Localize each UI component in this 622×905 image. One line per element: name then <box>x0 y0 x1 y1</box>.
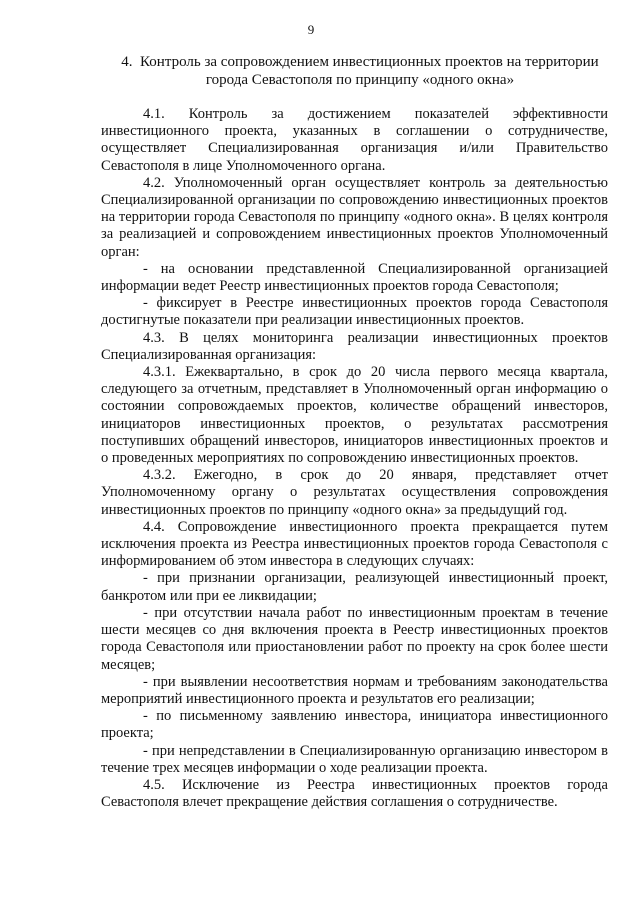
paragraph-4-3-1: 4.3.1. Ежеквартально, в срок до 20 числа первого месяца квартала, следующего за отчетным, представляет в Уполномоченный орган информацию о состоянии сопровождаемых проектов, количестве обращений инвесторов, инициаторов инвестиционных проектов, о результатах рассмотрения поступивших обращений инвесторов, инициаторов инвестиционных проектов и о проведенных мероприятиях по сопровождению инвестиционных проектов. <box>101 364 608 467</box>
list-item-no-works: - при отсутствии начала работ по инвестиционным проектам в течение шести месяцев со дня включения проекта в Реестр инвестиционных проектов города Севастополя или приостановлении работ по проекту на срок более шести месяцев; <box>101 604 608 673</box>
list-item-bankruptcy: - при признании организации, реализующей инвестиционный проект, банкротом или при ее ликвидации; <box>101 570 608 604</box>
section-number: 4. <box>121 54 133 70</box>
paragraph-4-5: 4.5. Исключение из Реестра инвестиционных проектов города Севастополя влечет прекращение действия соглашения о сотрудничестве. <box>101 776 608 811</box>
paragraph-4-4: 4.4. Сопровождение инвестиционного проекта прекращается путем исключения проекта из Реестра инвестиционных проектов города Севастополя с информированием об этом инвестора в следующих случаях: <box>101 518 608 570</box>
section-heading-line1 <box>100 53 620 71</box>
section-heading <box>100 53 620 89</box>
section-title-line2: города Севастополя по принципу «одного окна» <box>205 72 515 88</box>
list-item-no-information: - при непредставлении в Специализированную организацию инвестором в течение трех месяцев информации о ходе реализации проекта. <box>101 742 608 776</box>
paragraph-4-1: 4.1. Контроль за достижением показателей эффективности инвестиционного проекта, указанных в соглашении о сотрудничестве, осуществляет Специализированная организация и/или Правительство Севастополя в лице Уполномоченного органа. <box>101 106 608 174</box>
paragraph-4-3: 4.3. В целях мониторинга реализации инвестиционных проектов Специализированная организация: <box>101 329 608 363</box>
paragraph-4-3-2: 4.3.2. Ежегодно, в срок до 20 января, представляет отчет Уполномоченному органу о результатах осуществления сопровождения инвестиционных проектов по принципу «одного окна» за предыдущий год. <box>101 467 608 518</box>
list-item-noncompliance: - при выявлении несоответствия нормам и требованиям законодательства мероприятий инвестиционного проекта и результатов его реализации; <box>101 673 608 707</box>
list-item-written-request: - по письменному заявлению инвестора, инициатора инвестиционного проекта; <box>101 708 608 742</box>
page-number: 9 <box>307 22 315 37</box>
section-title-line1: Контроль за сопровождением инвестиционных проектов на территории <box>140 54 599 70</box>
list-item-registry: - на основании представленной Специализированной организацией информации ведет Реестр инвестиционных проектов города Севастополя; <box>101 260 608 295</box>
paragraph-4-2: 4.2. Уполномоченный орган осуществляет контроль за деятельностью Специализированной организации по сопровождению инвестиционных проектов на территории города Севастополя по принципу «одного окна». В целях контроля за реализацией и сопровождением инвестиционных проектов Уполномоченный орган: <box>101 174 608 260</box>
document-body <box>101 106 608 811</box>
list-item-indicators: - фиксирует в Реестре инвестиционных проектов города Севастополя достигнутые показатели при реализации инвестиционных проектов. <box>101 295 608 329</box>
